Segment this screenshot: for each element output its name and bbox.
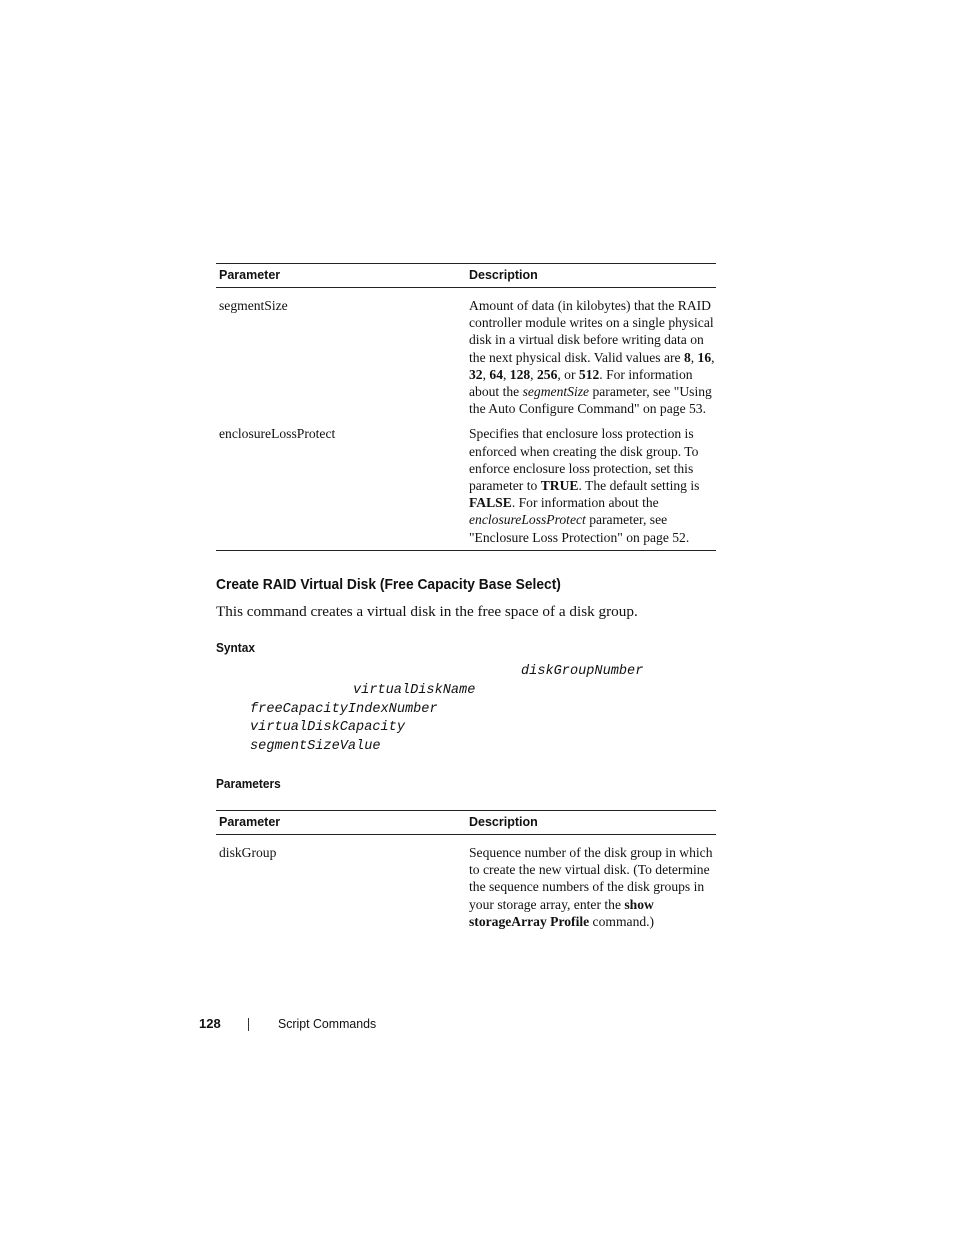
- text-run: ,: [711, 349, 715, 365]
- syntax-label: Syntax: [216, 641, 255, 655]
- bold-text: show storageArray Profile: [469, 896, 654, 929]
- footer-divider: [248, 1018, 249, 1031]
- text-run: ,: [482, 366, 490, 382]
- param-description: [466, 835, 716, 931]
- syntax-arg: virtualDiskCapacity: [250, 720, 405, 735]
- param-name: segmentSize: [219, 298, 288, 313]
- bold-text: 8: [683, 349, 691, 365]
- footer-title: Script Commands: [278, 1016, 377, 1031]
- text-run: Specifies that enclosure loss protection is enforced when creating the disk group. To enforce enclosure loss protection, set this parameter to: [469, 426, 699, 494]
- text-run: ,: [690, 349, 698, 365]
- column-header-parameter: Parameter: [216, 264, 466, 288]
- column-header-description: Description: [466, 264, 716, 288]
- text-run: Amount of data (in kilobytes) that the RAID controller module writes on a single physical disk in a virtual disk before writing data on the next physical disk. Valid values are: [469, 298, 714, 365]
- section-intro: This command creates a virtual disk in the free space of a disk group.: [216, 603, 638, 620]
- bold-text: 16: [697, 349, 712, 365]
- bold-text: 512: [578, 366, 600, 382]
- syntax-arg: virtualDiskName: [353, 683, 476, 698]
- parameter-table-1: [216, 263, 716, 551]
- param-description: [466, 288, 716, 418]
- text-run: parameter, see "Using the Auto Configure Command" on page 53.: [469, 384, 712, 417]
- text-run: . The default setting is: [578, 478, 700, 494]
- text-run: . For information about the: [469, 366, 693, 400]
- param-description: [466, 417, 716, 550]
- syntax-arg: segmentSizeValue: [250, 739, 381, 754]
- column-header-description: Description: [466, 811, 716, 835]
- bold-text: 32: [469, 366, 483, 382]
- bold-text: TRUE: [540, 478, 579, 494]
- table-row: [216, 417, 716, 550]
- syntax-arg: freeCapacityIndexNumber: [250, 702, 438, 717]
- column-header-parameter: Parameter: [216, 811, 466, 835]
- text-run: . For information about the: [511, 495, 659, 511]
- table-header-row: [216, 811, 716, 835]
- bold-text: 128: [509, 366, 531, 382]
- text-run: ,: [530, 366, 537, 382]
- italic-text: segmentSize: [522, 384, 590, 400]
- table-row: [216, 835, 716, 931]
- syntax-arg: diskGroupNumber: [521, 664, 644, 679]
- parameter-table-2: [216, 810, 716, 930]
- table-row: [216, 288, 716, 418]
- bold-text: 256: [536, 366, 558, 382]
- text-run: ,: [502, 366, 510, 382]
- text-run: Sequence number of the disk group in which to create the new virtual disk. (To determine the sequence numbers of the disk groups in your storage array, enter the: [469, 845, 713, 912]
- section-heading: Create RAID Virtual Disk (Free Capacity Base Select): [216, 576, 561, 593]
- param-name: diskGroup: [219, 845, 277, 860]
- bold-text: FALSE: [469, 495, 512, 511]
- text-run: parameter, see "Enclosure Loss Protection" on page 52.: [469, 512, 690, 545]
- bold-text: 64: [489, 366, 503, 382]
- page-number: 128: [199, 1016, 221, 1031]
- table-header-row: [216, 264, 716, 288]
- parameters-label: Parameters: [216, 777, 281, 791]
- param-name: enclosureLossProtect: [216, 417, 466, 550]
- text-run: , or: [557, 366, 579, 382]
- italic-text: enclosureLossProtect: [469, 512, 586, 528]
- text-run: command.): [589, 913, 655, 929]
